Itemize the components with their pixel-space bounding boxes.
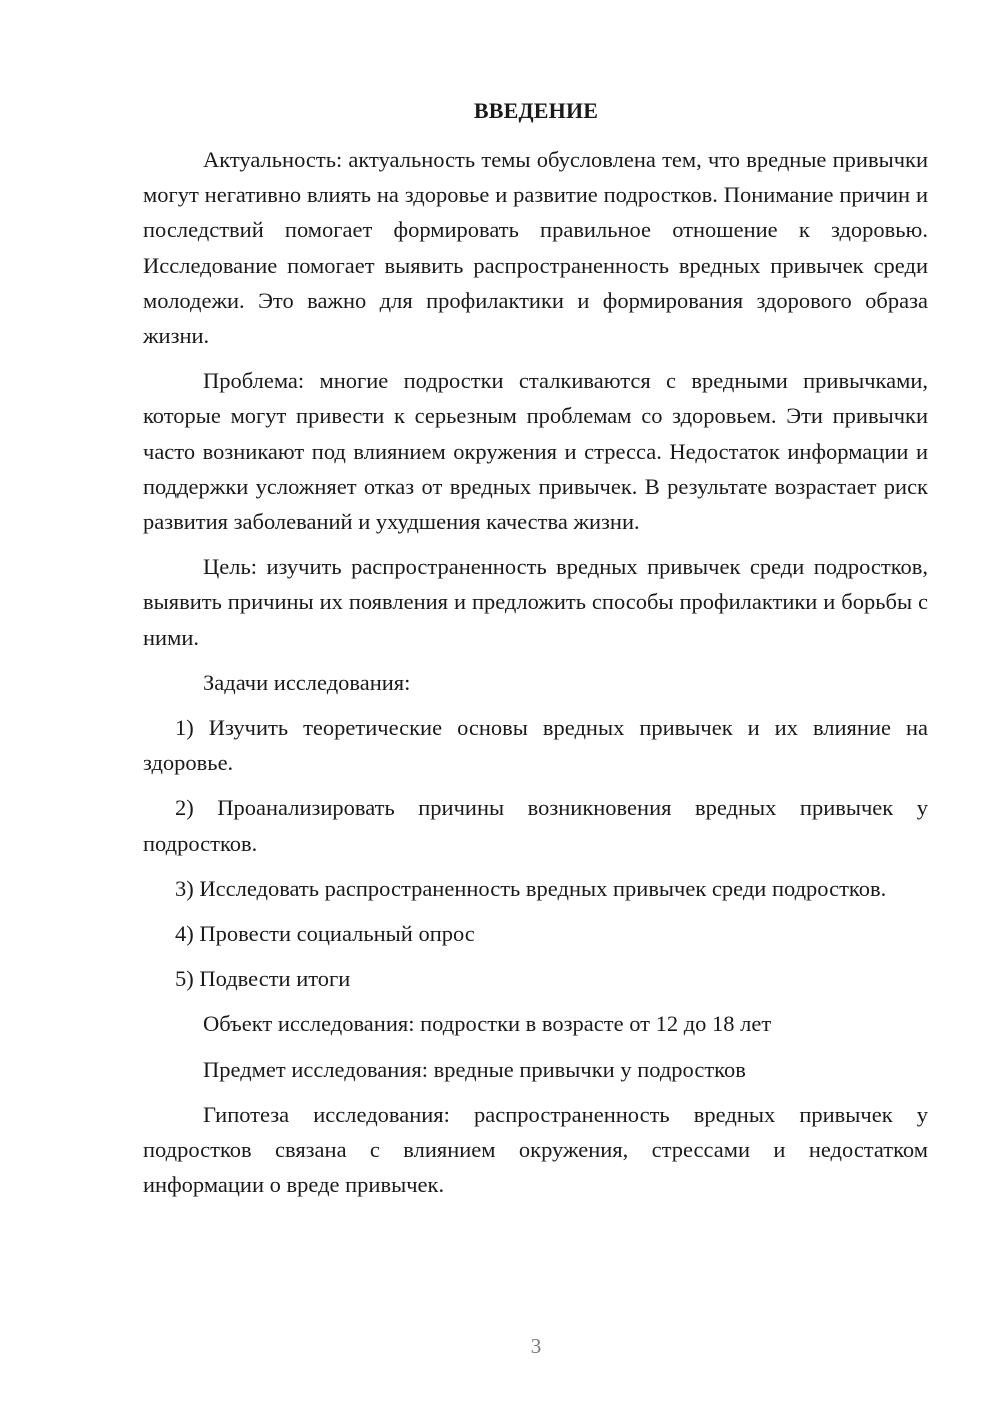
page-number: 3 <box>530 1334 542 1358</box>
task-item-2: 2) Проанализировать причины возникновения вредных привычек у подростков. <box>143 795 928 856</box>
paragraph-problem: Проблема: многие подростки сталкиваются с вредными привычками, которые могут привести к серьезным проблемам со здоровьем. Эти привычки часто возникают под влиянием окружения и стресса. Недостаток информации и поддержки усложняет отказ от вредных привычек. В результате возрастает риск развития заболеваний и ухудшения качества жизни. <box>143 368 928 535</box>
page-title: ВВЕДЕНИЕ <box>473 98 599 123</box>
research-hypothesis: Гипотеза исследования: распространенность вредных привычек у подростков связана с влиянием окружения, стрессами и недостатком информации о вреде привычек. <box>143 1101 928 1198</box>
paragraph-goal: Цель: изучить распространенность вредных привычек среди подростков, выявить причины их появления и предложить способы профилактики и борьбы с ними. <box>143 554 928 650</box>
research-subject: Предмет исследования: вредные привычки у подростков <box>203 1056 746 1082</box>
document-body <box>143 142 928 1212</box>
task-item-3: 3) Исследовать распространенность вредных привычек среди подростков. <box>175 875 887 901</box>
tasks-heading: Задачи исследования: <box>203 669 411 695</box>
task-item-1: 1) Изучить теоретические основы вредных привычек и их влияние на здоровье. <box>143 715 928 776</box>
paragraph-relevance: Актуальность: актуальность темы обусловлена тем, что вредные привычки могут негативно влиять на здоровье и развитие подростков. Понимание причин и последствий помогает формировать правильное отношение к здоровью. Исследование помогает выявить распространенность вредных привычек среди молодежи. Это важно для профилактики и формирования здорового образа жизни. <box>143 147 928 349</box>
task-item-5: 5) Подвести итоги <box>175 966 351 992</box>
task-item-4: 4) Провести социальный опрос <box>175 921 475 947</box>
research-object: Объект исследования: подростки в возрасте от 12 до 18 лет <box>203 1011 772 1037</box>
